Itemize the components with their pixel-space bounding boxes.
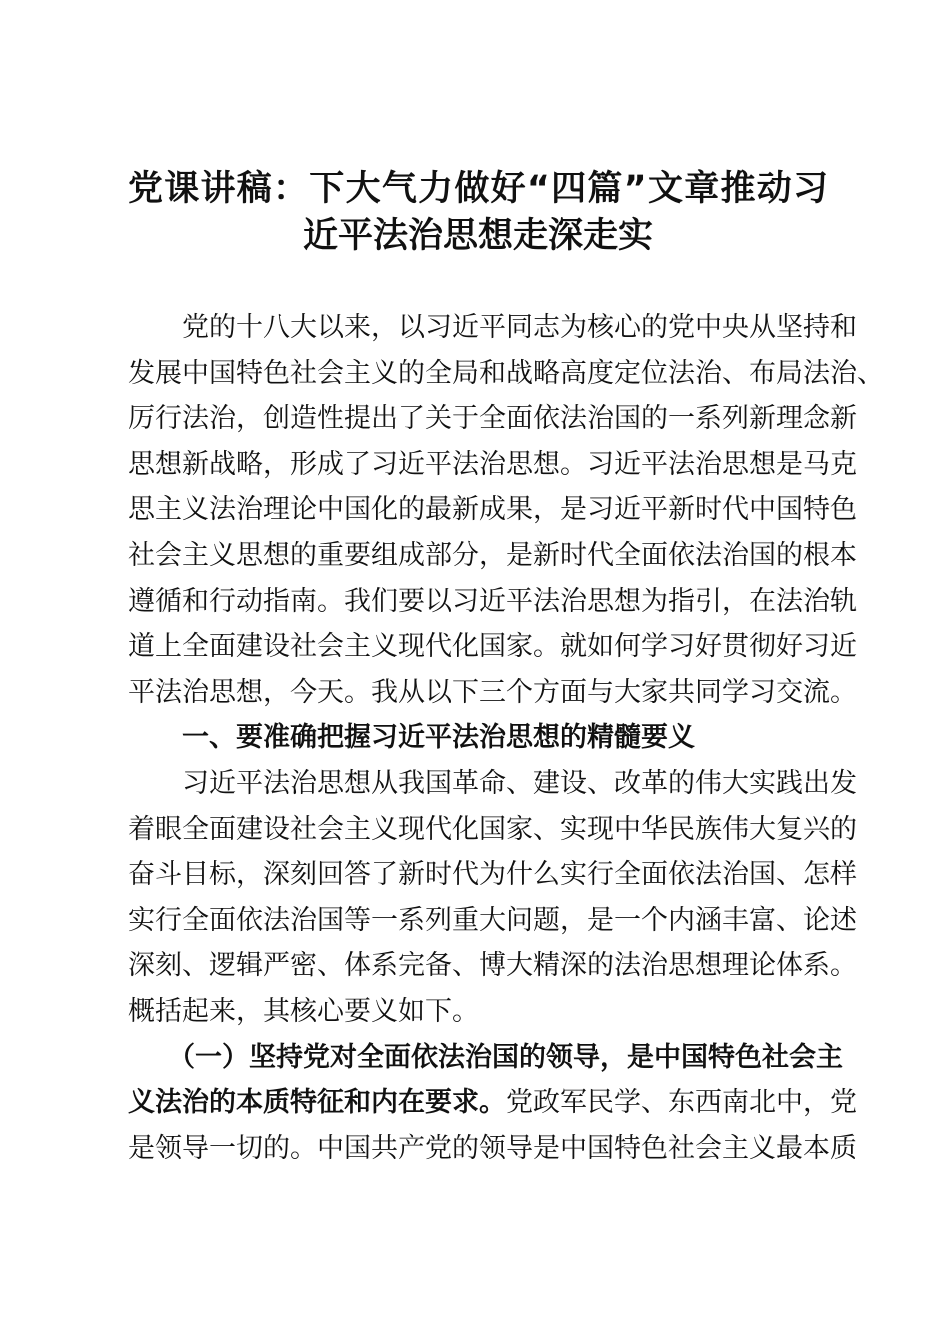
document-title bbox=[128, 166, 828, 260]
section-heading: 一、要准确把握习近平法治思想的精髓要义 bbox=[182, 722, 695, 754]
paragraph-point-1 bbox=[128, 1035, 857, 1172]
paragraph-overview bbox=[128, 761, 857, 1035]
text-line: 着眼全面建设社会主义现代化国家、实现中华民族伟大复兴的 bbox=[128, 813, 857, 845]
text-line: 遵循和行动指南。我们要以习近平法治思想为指引，在法治轨 bbox=[128, 585, 857, 617]
title-line-2: 近平法治思想走深走实 bbox=[302, 216, 653, 256]
text-line: 思想新战略，形成了习近平法治思想。习近平法治思想是马克 bbox=[128, 448, 857, 480]
text-line: 奋斗目标，深刻回答了新时代为什么实行全面依法治国、怎样 bbox=[128, 859, 857, 891]
text-line: 实行全面依法治国等一系列重大问题，是一个内涵丰富、论述 bbox=[128, 904, 857, 936]
document-body bbox=[128, 305, 884, 1171]
paragraph-intro bbox=[128, 305, 884, 715]
text-line: 习近平法治思想从我国革命、建设、改革的伟大实践出发 bbox=[182, 767, 857, 799]
text-line: 是领导一切的。中国共产党的领导是中国特色社会主义最本质 bbox=[128, 1132, 857, 1164]
subheading-text: 义法治的本质特征和内在要求。 bbox=[128, 1087, 506, 1119]
text-line: 社会主义思想的重要组成部分，是新时代全面依法治国的根本 bbox=[128, 539, 857, 571]
text-line: 党的十八大以来，以习近平同志为核心的党中央从坚持和 bbox=[182, 312, 857, 343]
text-line bbox=[128, 1035, 843, 1081]
text-line: 深刻、逻辑严密、体系完备、博大精深的法治思想理论体系。 bbox=[128, 950, 857, 982]
text-line: 道上全面建设社会主义现代化国家。就如何学习好贯彻好习近 bbox=[128, 631, 857, 663]
body-text: 党政军民学、东西南北中，党 bbox=[506, 1087, 857, 1119]
title-line-1: 党课讲稿：下大气力做好“四篇”文章推动习 bbox=[128, 169, 828, 209]
text-line: 概括起来，其核心要义如下。 bbox=[128, 995, 479, 1027]
text-line: 平法治思想，今天。我从以下三个方面与大家共同学习交流。 bbox=[128, 676, 857, 708]
text-line: 思主义法治理论中国化的最新成果，是习近平新时代中国特色 bbox=[128, 494, 857, 526]
subheading-text: （一）坚持党对全面依法治国的领导，是中国特色社会主 bbox=[168, 1041, 843, 1073]
text-line bbox=[128, 1080, 857, 1126]
text-line: 发展中国特色社会主义的全局和战略高度定位法治、布局法治、 bbox=[128, 357, 884, 389]
text-line: 厉行法治，创造性提出了关于全面依法治国的一系列新理念新 bbox=[128, 403, 857, 435]
